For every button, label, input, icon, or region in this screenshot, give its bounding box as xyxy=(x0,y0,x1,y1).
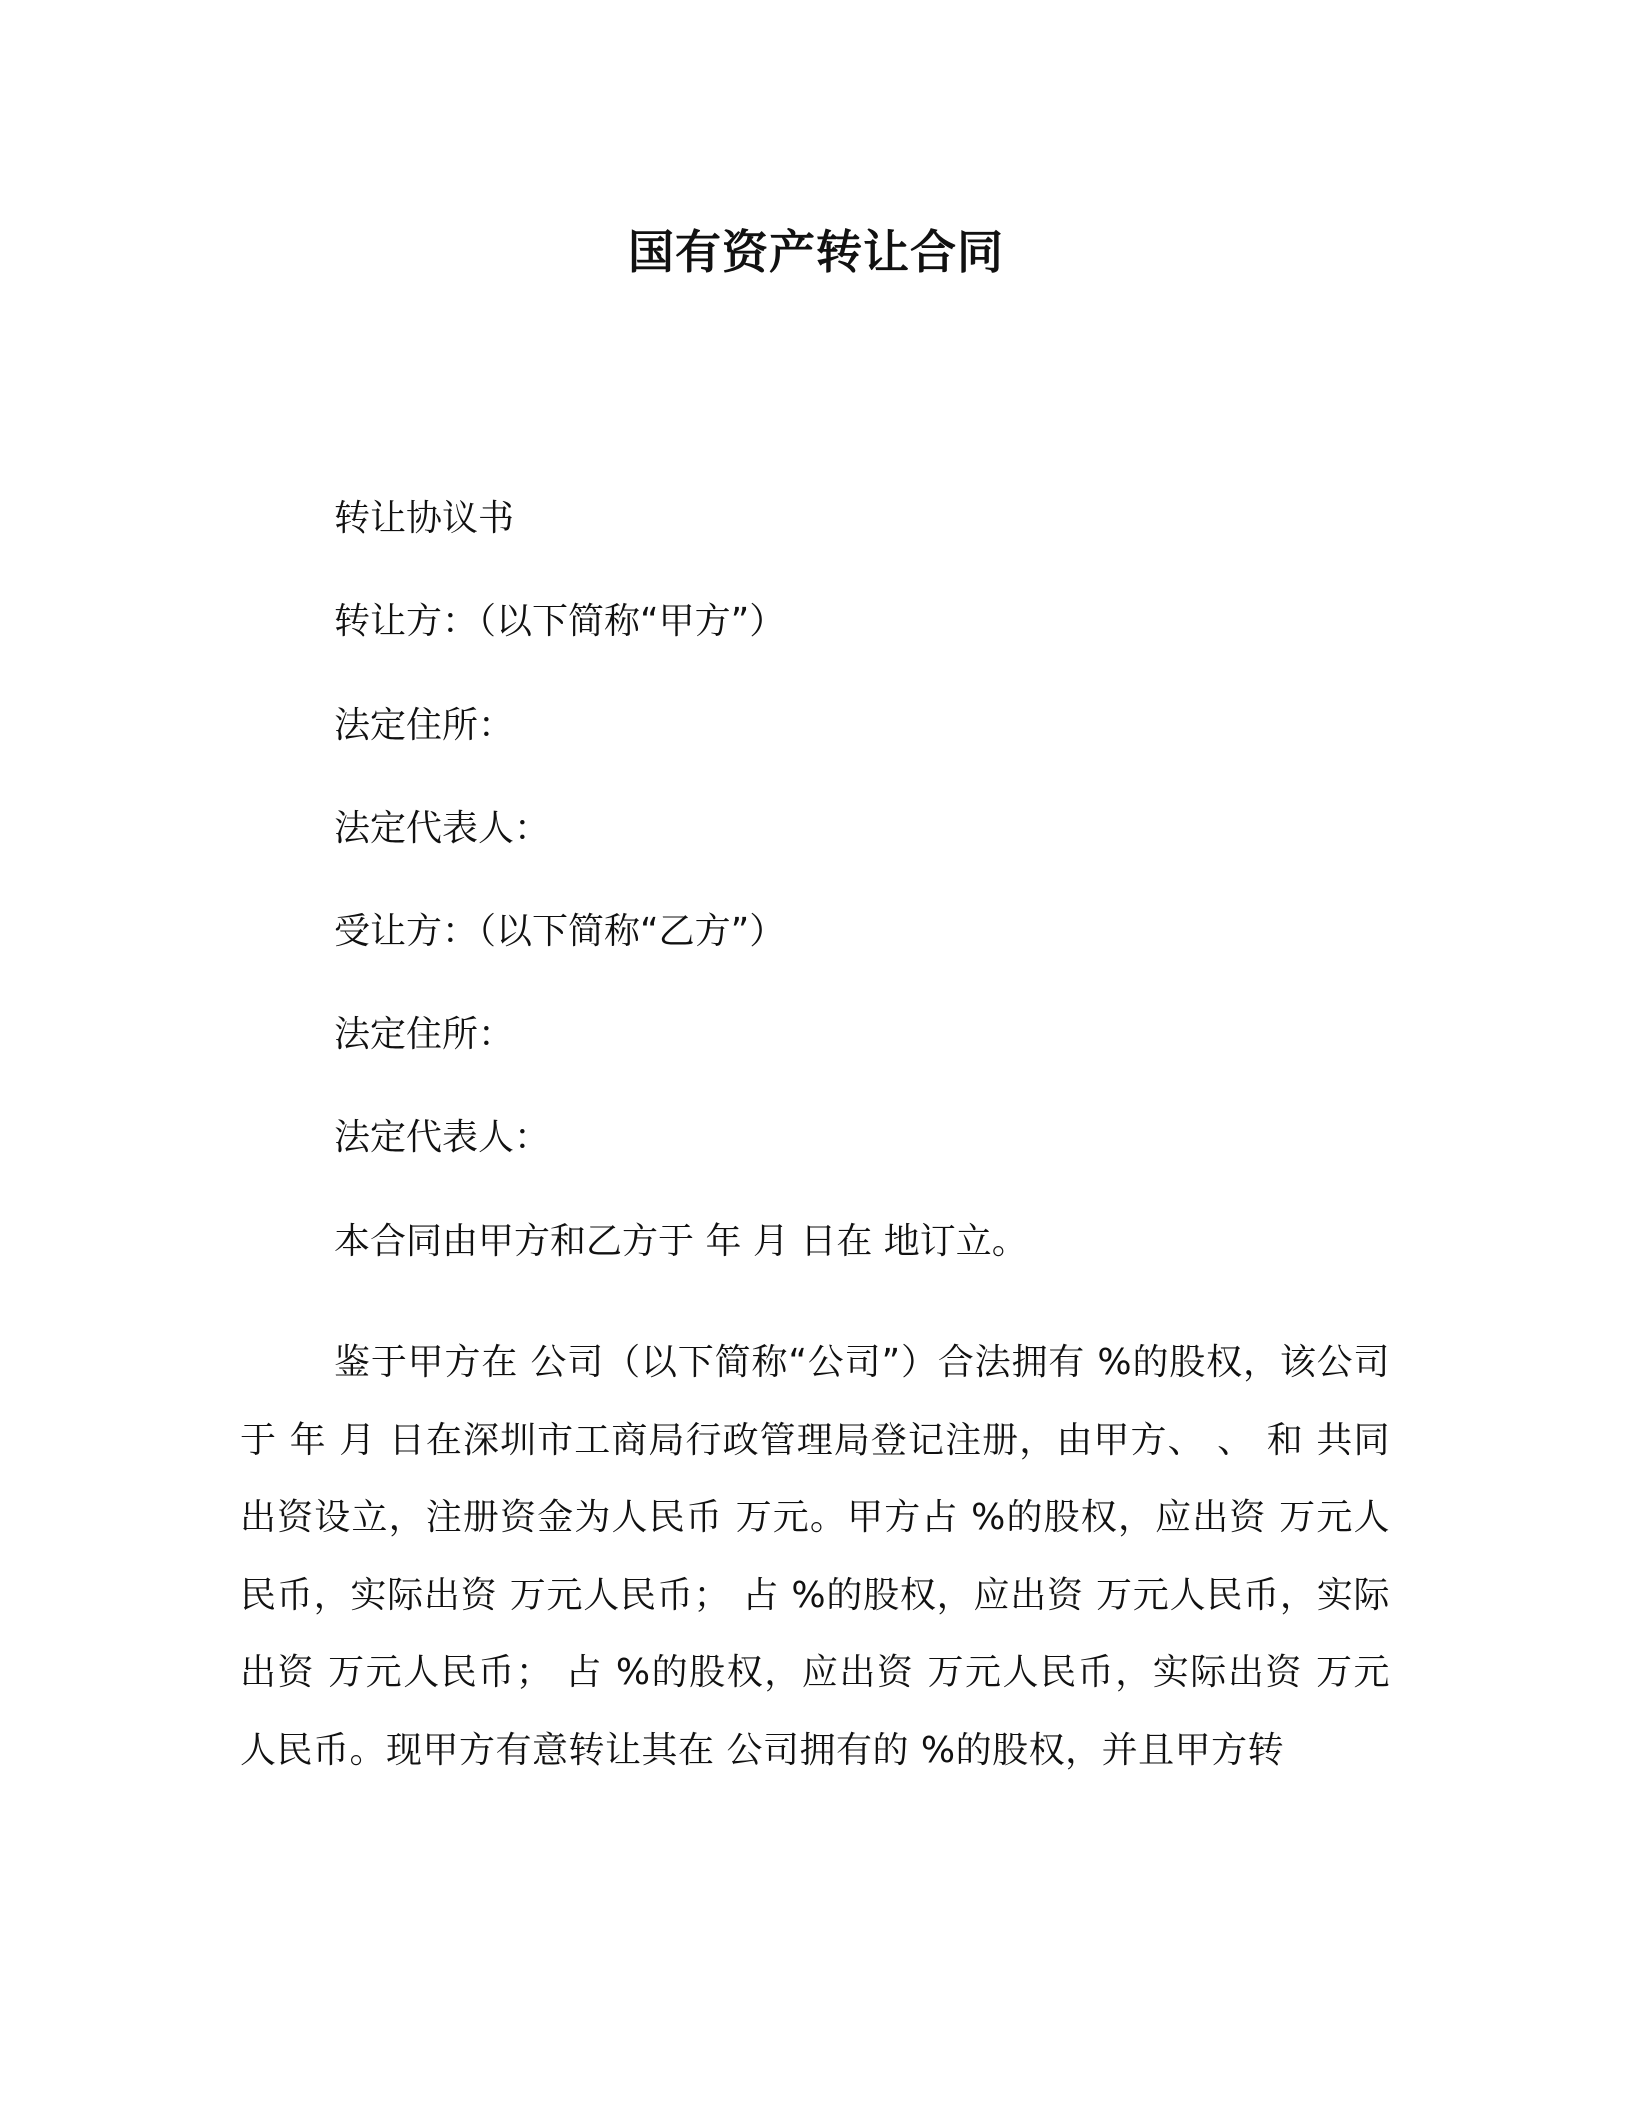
transferor-line: 转让方：（以下简称“甲方”） xyxy=(334,601,786,642)
transferor-representative: 法定代表人： xyxy=(334,808,551,849)
signing-statement: 本合同由甲方和乙方于 年 月 日在 地订立。 xyxy=(334,1221,1028,1262)
recital-paragraph: 鉴于甲方在 公司（以下简称“公司”）合法拥有 %的股权，该公司于 年 月 日在深圳市工商局行政管理局登记注册，由甲方、 、 和 共同出资设立，注册资金为人民币 万元。甲方占 %的股权，应出资 万元人民币，实际出资 万元人民币； 占 %的股权，应出资 万元人民币，实际出资 万元人民币； 占 %的股权，应出资 万元人民币，实际出资 万元人民币。现甲方有意转让其在 公司拥有的 %的股权，并且甲方转 xyxy=(240,1342,1390,1771)
transferee-representative: 法定代表人： xyxy=(334,1117,551,1158)
agreement-heading: 转让协议书 xyxy=(334,498,515,539)
transferee-address: 法定住所： xyxy=(334,1014,515,1055)
transferor-address: 法定住所： xyxy=(334,705,515,746)
transferee-line: 受让方：（以下简称“乙方”） xyxy=(334,911,786,952)
document-title: 国有资产转让合同 xyxy=(628,225,1004,279)
